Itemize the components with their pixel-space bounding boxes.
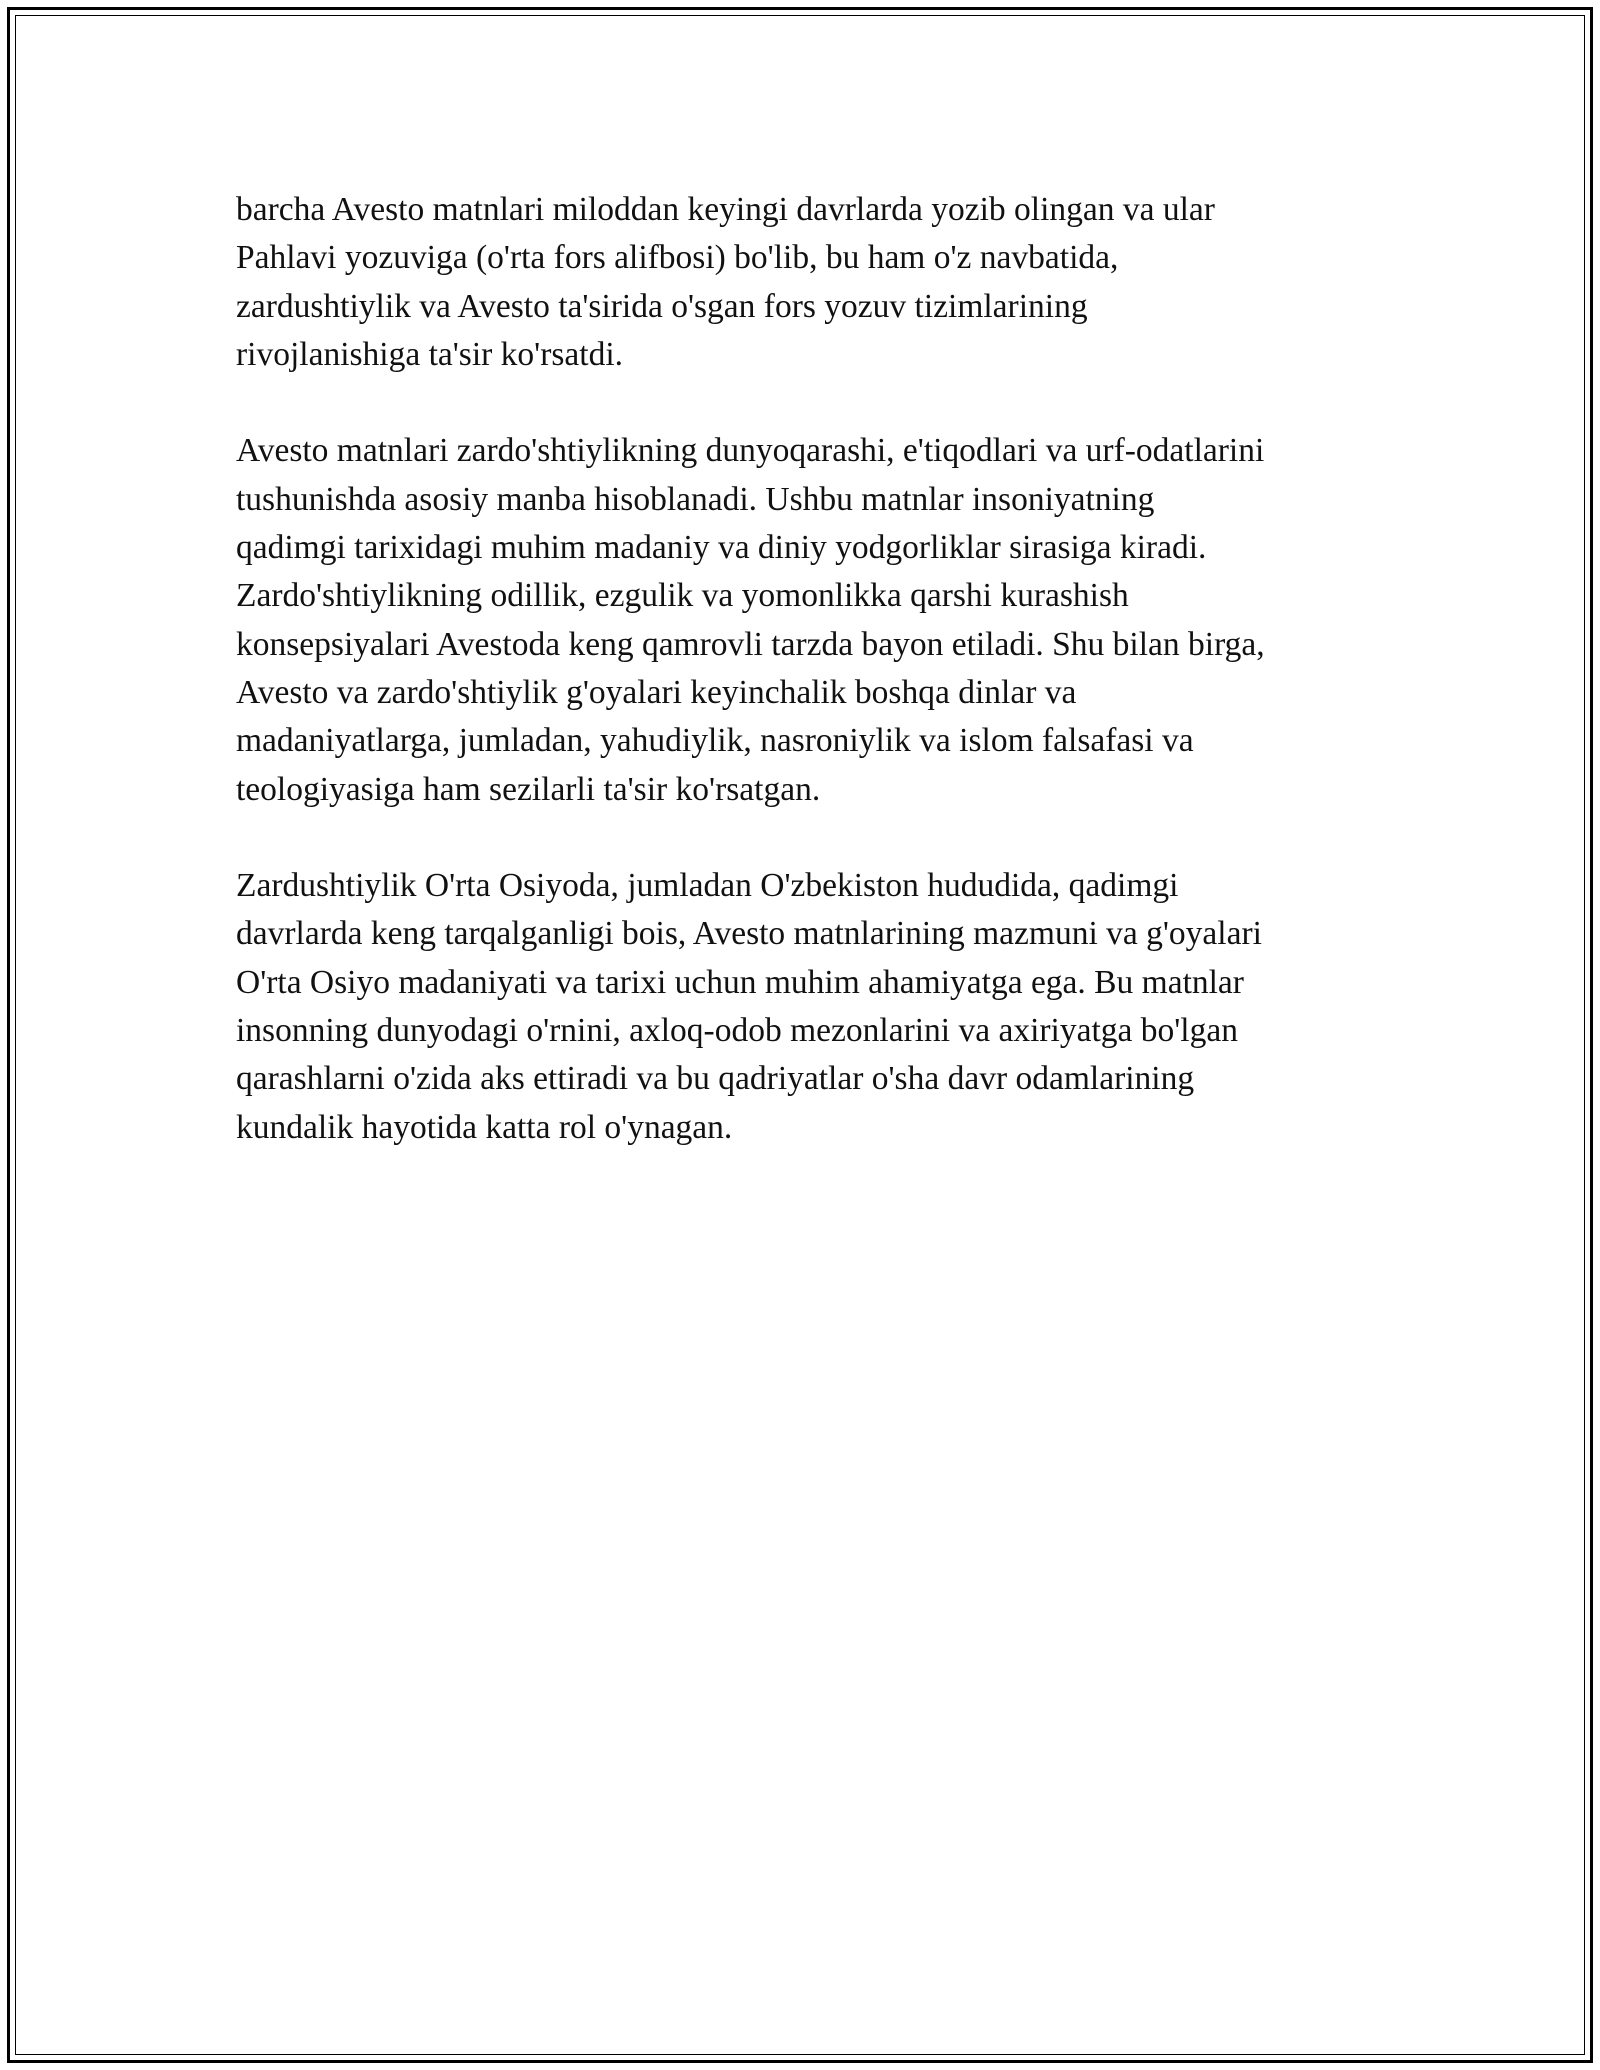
text-line: qadimgi tarixidagi muhim madaniy va diniy yodgorliklar sirasiga kiradi. [236,529,1207,567]
text-line: zardushtiylik va Avesto ta'sirida o'sgan fors yozuv tizimlarining [236,287,1088,325]
text-line: barcha Avesto matnlari miloddan keyingi davrlarda yozib olingan va ular [236,191,1215,228]
text-line: Pahlavi yozuviga (o'rta fors alifbosi) bo'lib, bu ham o'z navbatida, [236,239,1119,277]
text-line: davrlarda keng tarqalganligi bois, Avesto matnlarining mazmuni va g'oyalari [236,915,1262,953]
text-line: insonning dunyodagi o'rnini, axloq-odob mezonlarini va axiriyatga bo'lgan [236,1012,1238,1050]
text-line: tushunishda asosiy manba hisoblanadi. Ushbu matnlar insoniyatning [236,480,1155,518]
text-line: Avesto va zardo'shtiylik g'oyalari keyinchalik boshqa dinlar va [236,673,1077,711]
text-line: Avesto matnlari zardo'shtiylikning dunyoqarashi, e'tiqodlari va urf-odatlarini [236,432,1265,470]
text-line: qarashlarni o'zida aks ettiradi va bu qadriyatlar o'sha davr odamlarining [236,1060,1195,1098]
text-line: O'rta Osiyo madaniyati va tarixi uchun muhim ahamiyatga ega. Bu matnlar [236,963,1244,1001]
text-line: Zardo'shtiylikning odillik, ezgulik va yomonlikka qarshi kurashish [236,577,1129,615]
paragraph-1 [236,186,1386,379]
text-line: Zardushtiylik O'rta Osiyoda, jumladan O'zbekiston hududida, qadimgi [236,867,1179,905]
paragraph-3 [236,862,1386,1152]
text-line: konsepsiyalari Avestoda keng qamrovli tarzda bayon etiladi. Shu bilan birga, [236,625,1265,663]
document-body [236,186,1386,1200]
text-line: madaniyatlarga, jumladan, yahudiylik, nasroniylik va islom falsafasi va [236,722,1194,760]
text-line: teologiyasiga ham sezilarli ta'sir ko'rsatgan. [236,770,821,808]
text-line: rivojlanishiga ta'sir ko'rsatdi. [236,335,624,373]
paragraph-2 [236,427,1386,813]
text-line: kundalik hayotida katta rol o'ynagan. [236,1108,733,1146]
